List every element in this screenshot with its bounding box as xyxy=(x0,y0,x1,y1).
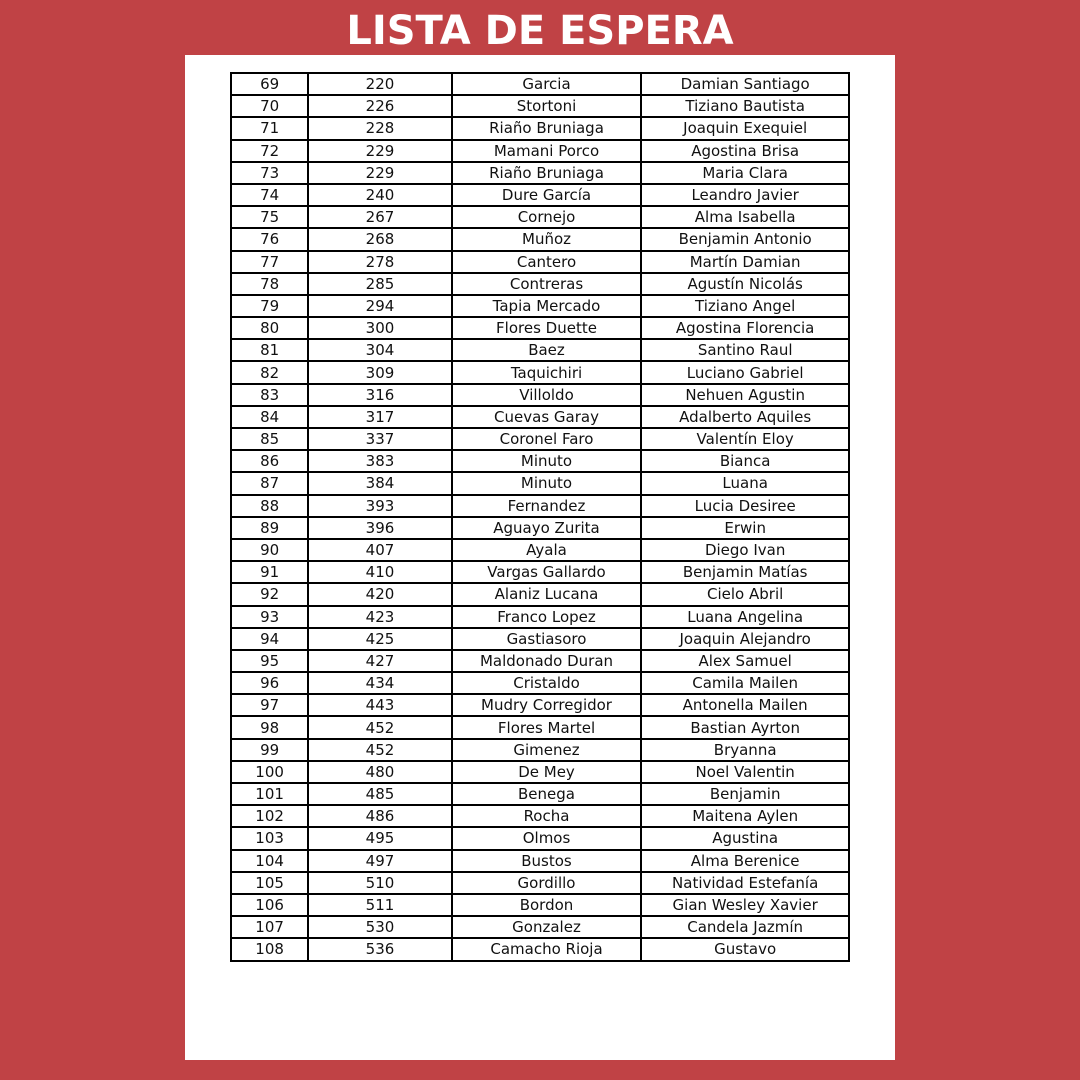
id-number-cell: 536 xyxy=(308,938,451,960)
surname-cell: Flores Martel xyxy=(452,716,642,738)
surname-cell: Minuto xyxy=(452,450,642,472)
table-row xyxy=(231,761,849,783)
page-title: LISTA DE ESPERA xyxy=(346,8,734,54)
surname-cell: Cristaldo xyxy=(452,672,642,694)
order-number-cell: 74 xyxy=(231,184,308,206)
first-name-cell: Luana Angelina xyxy=(641,606,849,628)
order-number-cell: 105 xyxy=(231,872,308,894)
surname-cell: Gordillo xyxy=(452,872,642,894)
table-row xyxy=(231,295,849,317)
surname-cell: Bordon xyxy=(452,894,642,916)
order-number-cell: 101 xyxy=(231,783,308,805)
first-name-cell: Joaquin Exequiel xyxy=(641,117,849,139)
order-number-cell: 83 xyxy=(231,384,308,406)
order-number-cell: 95 xyxy=(231,650,308,672)
table-row xyxy=(231,251,849,273)
id-number-cell: 228 xyxy=(308,117,451,139)
surname-cell: Flores Duette xyxy=(452,317,642,339)
first-name-cell: Noel Valentin xyxy=(641,761,849,783)
table-row xyxy=(231,672,849,694)
surname-cell: Rocha xyxy=(452,805,642,827)
surname-cell: Villoldo xyxy=(452,384,642,406)
table-row xyxy=(231,561,849,583)
first-name-cell: Tiziano Angel xyxy=(641,295,849,317)
id-number-cell: 425 xyxy=(308,628,451,650)
first-name-cell: Lucia Desiree xyxy=(641,495,849,517)
surname-cell: Franco Lopez xyxy=(452,606,642,628)
surname-cell: Olmos xyxy=(452,827,642,849)
surname-cell: Bustos xyxy=(452,850,642,872)
order-number-cell: 79 xyxy=(231,295,308,317)
id-number-cell: 278 xyxy=(308,251,451,273)
id-number-cell: 420 xyxy=(308,583,451,605)
first-name-cell: Adalberto Aquiles xyxy=(641,406,849,428)
id-number-cell: 229 xyxy=(308,140,451,162)
order-number-cell: 106 xyxy=(231,894,308,916)
table-row xyxy=(231,606,849,628)
table-row xyxy=(231,406,849,428)
id-number-cell: 423 xyxy=(308,606,451,628)
id-number-cell: 452 xyxy=(308,739,451,761)
list-sheet xyxy=(185,55,895,1060)
table-row xyxy=(231,517,849,539)
first-name-cell: Benjamin Matías xyxy=(641,561,849,583)
surname-cell: Ayala xyxy=(452,539,642,561)
first-name-cell: Camila Mailen xyxy=(641,672,849,694)
id-number-cell: 384 xyxy=(308,472,451,494)
first-name-cell: Alma Isabella xyxy=(641,206,849,228)
order-number-cell: 104 xyxy=(231,850,308,872)
first-name-cell: Agustín Nicolás xyxy=(641,273,849,295)
id-number-cell: 337 xyxy=(308,428,451,450)
first-name-cell: Alex Samuel xyxy=(641,650,849,672)
surname-cell: Mamani Porco xyxy=(452,140,642,162)
table-row xyxy=(231,628,849,650)
order-number-cell: 88 xyxy=(231,495,308,517)
surname-cell: Minuto xyxy=(452,472,642,494)
table-row xyxy=(231,827,849,849)
id-number-cell: 530 xyxy=(308,916,451,938)
surname-cell: Coronel Faro xyxy=(452,428,642,450)
order-number-cell: 82 xyxy=(231,361,308,383)
surname-cell: Cuevas Garay xyxy=(452,406,642,428)
id-number-cell: 497 xyxy=(308,850,451,872)
order-number-cell: 94 xyxy=(231,628,308,650)
surname-cell: Vargas Gallardo xyxy=(452,561,642,583)
order-number-cell: 84 xyxy=(231,406,308,428)
surname-cell: Alaniz Lucana xyxy=(452,583,642,605)
id-number-cell: 407 xyxy=(308,539,451,561)
first-name-cell: Agustina xyxy=(641,827,849,849)
table-row xyxy=(231,206,849,228)
order-number-cell: 75 xyxy=(231,206,308,228)
table-row xyxy=(231,95,849,117)
surname-cell: Taquichiri xyxy=(452,361,642,383)
order-number-cell: 78 xyxy=(231,273,308,295)
order-number-cell: 107 xyxy=(231,916,308,938)
id-number-cell: 300 xyxy=(308,317,451,339)
first-name-cell: Cielo Abril xyxy=(641,583,849,605)
order-number-cell: 81 xyxy=(231,339,308,361)
table-row xyxy=(231,339,849,361)
first-name-cell: Benjamin Antonio xyxy=(641,228,849,250)
id-number-cell: 267 xyxy=(308,206,451,228)
surname-cell: Stortoni xyxy=(452,95,642,117)
first-name-cell: Tiziano Bautista xyxy=(641,95,849,117)
order-number-cell: 86 xyxy=(231,450,308,472)
surname-cell: Benega xyxy=(452,783,642,805)
order-number-cell: 103 xyxy=(231,827,308,849)
order-number-cell: 89 xyxy=(231,517,308,539)
table-row xyxy=(231,73,849,95)
id-number-cell: 220 xyxy=(308,73,451,95)
order-number-cell: 69 xyxy=(231,73,308,95)
id-number-cell: 434 xyxy=(308,672,451,694)
id-number-cell: 511 xyxy=(308,894,451,916)
id-number-cell: 480 xyxy=(308,761,451,783)
waiting-list-table xyxy=(230,72,850,962)
order-number-cell: 100 xyxy=(231,761,308,783)
id-number-cell: 383 xyxy=(308,450,451,472)
order-number-cell: 102 xyxy=(231,805,308,827)
table-row xyxy=(231,938,849,960)
table-row xyxy=(231,916,849,938)
surname-cell: Gastiasoro xyxy=(452,628,642,650)
surname-cell: Mudry Corregidor xyxy=(452,694,642,716)
surname-cell: Cantero xyxy=(452,251,642,273)
id-number-cell: 294 xyxy=(308,295,451,317)
first-name-cell: Leandro Javier xyxy=(641,184,849,206)
first-name-cell: Luciano Gabriel xyxy=(641,361,849,383)
id-number-cell: 226 xyxy=(308,95,451,117)
table-row xyxy=(231,539,849,561)
first-name-cell: Bryanna xyxy=(641,739,849,761)
order-number-cell: 72 xyxy=(231,140,308,162)
first-name-cell: Martín Damian xyxy=(641,251,849,273)
first-name-cell: Santino Raul xyxy=(641,339,849,361)
table-row xyxy=(231,273,849,295)
first-name-cell: Alma Berenice xyxy=(641,850,849,872)
first-name-cell: Agostina Florencia xyxy=(641,317,849,339)
order-number-cell: 97 xyxy=(231,694,308,716)
id-number-cell: 229 xyxy=(308,162,451,184)
surname-cell: Contreras xyxy=(452,273,642,295)
id-number-cell: 240 xyxy=(308,184,451,206)
order-number-cell: 85 xyxy=(231,428,308,450)
surname-cell: Camacho Rioja xyxy=(452,938,642,960)
surname-cell: Aguayo Zurita xyxy=(452,517,642,539)
order-number-cell: 98 xyxy=(231,716,308,738)
surname-cell: Dure García xyxy=(452,184,642,206)
table-row xyxy=(231,872,849,894)
first-name-cell: Joaquin Alejandro xyxy=(641,628,849,650)
order-number-cell: 99 xyxy=(231,739,308,761)
first-name-cell: Bastian Ayrton xyxy=(641,716,849,738)
surname-cell: Fernandez xyxy=(452,495,642,517)
id-number-cell: 304 xyxy=(308,339,451,361)
table-row xyxy=(231,783,849,805)
id-number-cell: 317 xyxy=(308,406,451,428)
id-number-cell: 486 xyxy=(308,805,451,827)
order-number-cell: 73 xyxy=(231,162,308,184)
first-name-cell: Benjamin xyxy=(641,783,849,805)
order-number-cell: 91 xyxy=(231,561,308,583)
surname-cell: Cornejo xyxy=(452,206,642,228)
table-row xyxy=(231,850,849,872)
table-row xyxy=(231,361,849,383)
waiting-list-rows xyxy=(231,73,849,961)
first-name-cell: Maria Clara xyxy=(641,162,849,184)
table-row xyxy=(231,805,849,827)
table-row xyxy=(231,228,849,250)
first-name-cell: Antonella Mailen xyxy=(641,694,849,716)
id-number-cell: 495 xyxy=(308,827,451,849)
order-number-cell: 71 xyxy=(231,117,308,139)
first-name-cell: Valentín Eloy xyxy=(641,428,849,450)
id-number-cell: 309 xyxy=(308,361,451,383)
order-number-cell: 90 xyxy=(231,539,308,561)
id-number-cell: 452 xyxy=(308,716,451,738)
order-number-cell: 87 xyxy=(231,472,308,494)
table-row xyxy=(231,450,849,472)
order-number-cell: 93 xyxy=(231,606,308,628)
first-name-cell: Candela Jazmín xyxy=(641,916,849,938)
id-number-cell: 268 xyxy=(308,228,451,250)
id-number-cell: 427 xyxy=(308,650,451,672)
id-number-cell: 285 xyxy=(308,273,451,295)
id-number-cell: 485 xyxy=(308,783,451,805)
id-number-cell: 410 xyxy=(308,561,451,583)
table-row xyxy=(231,184,849,206)
order-number-cell: 96 xyxy=(231,672,308,694)
surname-cell: Tapia Mercado xyxy=(452,295,642,317)
order-number-cell: 92 xyxy=(231,583,308,605)
first-name-cell: Maitena Aylen xyxy=(641,805,849,827)
table-row xyxy=(231,495,849,517)
table-row xyxy=(231,739,849,761)
surname-cell: De Mey xyxy=(452,761,642,783)
id-number-cell: 396 xyxy=(308,517,451,539)
order-number-cell: 108 xyxy=(231,938,308,960)
id-number-cell: 393 xyxy=(308,495,451,517)
first-name-cell: Gian Wesley Xavier xyxy=(641,894,849,916)
order-number-cell: 77 xyxy=(231,251,308,273)
table-row xyxy=(231,317,849,339)
id-number-cell: 510 xyxy=(308,872,451,894)
order-number-cell: 76 xyxy=(231,228,308,250)
first-name-cell: Erwin xyxy=(641,517,849,539)
surname-cell: Gimenez xyxy=(452,739,642,761)
first-name-cell: Bianca xyxy=(641,450,849,472)
surname-cell: Baez xyxy=(452,339,642,361)
table-row xyxy=(231,140,849,162)
id-number-cell: 316 xyxy=(308,384,451,406)
first-name-cell: Diego Ivan xyxy=(641,539,849,561)
surname-cell: Maldonado Duran xyxy=(452,650,642,672)
table-row xyxy=(231,583,849,605)
table-row xyxy=(231,162,849,184)
first-name-cell: Gustavo xyxy=(641,938,849,960)
order-number-cell: 70 xyxy=(231,95,308,117)
table-row xyxy=(231,694,849,716)
table-row xyxy=(231,384,849,406)
table-row xyxy=(231,472,849,494)
table-row xyxy=(231,894,849,916)
first-name-cell: Nehuen Agustin xyxy=(641,384,849,406)
table-row xyxy=(231,117,849,139)
first-name-cell: Agostina Brisa xyxy=(641,140,849,162)
table-row xyxy=(231,650,849,672)
surname-cell: Riaño Bruniaga xyxy=(452,162,642,184)
surname-cell: Gonzalez xyxy=(452,916,642,938)
order-number-cell: 80 xyxy=(231,317,308,339)
surname-cell: Garcia xyxy=(452,73,642,95)
id-number-cell: 443 xyxy=(308,694,451,716)
surname-cell: Riaño Bruniaga xyxy=(452,117,642,139)
table-row xyxy=(231,428,849,450)
table-row xyxy=(231,716,849,738)
first-name-cell: Luana xyxy=(641,472,849,494)
first-name-cell: Natividad Estefanía xyxy=(641,872,849,894)
surname-cell: Muñoz xyxy=(452,228,642,250)
first-name-cell: Damian Santiago xyxy=(641,73,849,95)
